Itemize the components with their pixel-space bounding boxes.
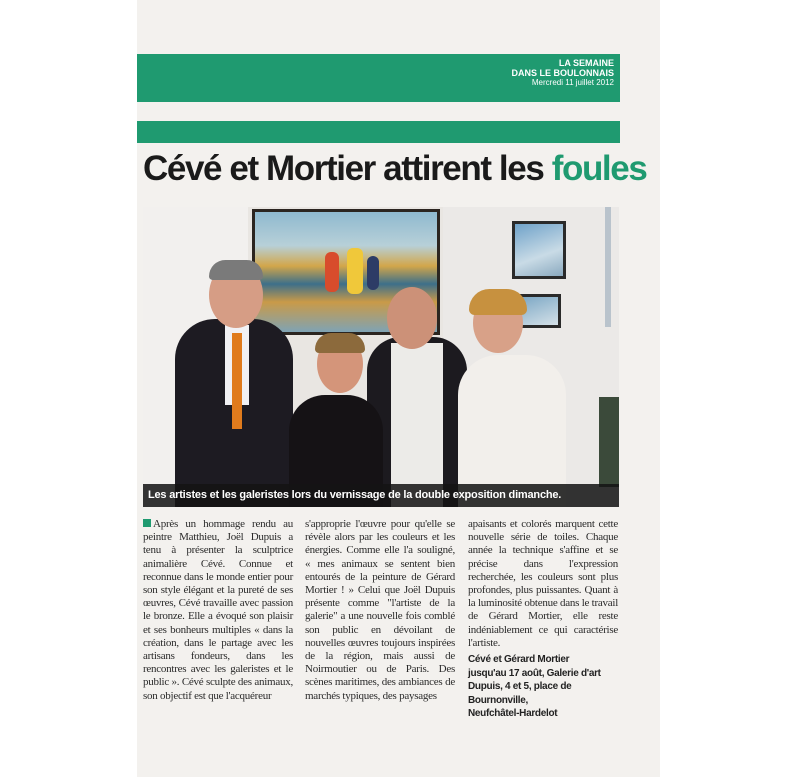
painting-figure (347, 248, 363, 294)
column-3-text: apaisants et colorés marquent cette nouvelle série de toiles. Chaque année la technique s'affine et se précise dans l'expression recherchée, les couleurs sont plus profondes, plus puissantes. Quant à la luminosité obtenue dans le travail de Gérard Mortier, elle reste indéniablement ce qui caractérise l'artiste. (468, 518, 618, 649)
masthead-subtitle: DANS LE BOULONNAIS (511, 68, 614, 78)
edge-painting (599, 397, 619, 487)
info-line: Cévé et Gérard Mortier (468, 654, 570, 666)
person-head (387, 287, 437, 349)
orange-tie (232, 333, 242, 429)
column-2-text: s'approprie l'œuvre pour qu'elle se révèle alors par les couleurs et les énergies. Comme elle l'a souligné, « mes animaux se sentent bien entourés de la peinture de Gérard Mortier ! » Celui que Joël Dupuis présente comme "l'artiste de la galerie" a une nouvelle fois comblé son public en dévoilant de nouvelles œuvres toujours inspirées de la région, mais aussi de Noirmoutier ou de Paris. Des scènes maritimes, des ambiances de marchés typiques, des paysages (305, 518, 455, 702)
masthead (480, 58, 614, 88)
headline-main: Cévé et Mortier attirent les (143, 149, 544, 188)
section-band (137, 121, 620, 143)
masthead-title: LA SEMAINE (558, 58, 614, 68)
person-hair (315, 333, 365, 353)
headline-accent: foules (551, 149, 647, 188)
column-1-text: Après un hommage rendu au peintre Matthieu, Joël Dupuis a tenu à présenter la sculptrice animalière Cévé. Connue et reconnue dans le monde entier pour son style élégant et la pureté de ses œuvres, Cévé travaille avec passion le bronze. Elle a évoqué son plaisir et ses bonheurs multiples « dans la création, dans le partage avec les artisans fondeurs, dans les rencontres avec les galeristes et le public ». Cévé sculpte des animaux, son objectif est que l'acquéreur (143, 518, 293, 702)
article-column-3 (468, 518, 618, 721)
photo-caption: Les artistes et les galeristes lors du vernissage de la double exposition dimanche. (143, 484, 619, 507)
article-column-1 (143, 518, 293, 703)
info-line: Dupuis, 4 et 5, place de (468, 681, 572, 693)
small-painting (512, 221, 566, 279)
person-shirt (391, 343, 443, 507)
painting-figure (325, 252, 339, 292)
wall-pillar (605, 207, 611, 327)
article-column-2 (305, 518, 455, 703)
article-photo (143, 207, 619, 507)
article-headline (143, 146, 647, 194)
masthead-date: Mercredi 11 juillet 2012 (531, 78, 614, 87)
info-line: jusqu'au 17 août, Galerie d'art (468, 667, 601, 679)
painting-figure (367, 256, 379, 290)
info-line: Bournonville, (468, 694, 528, 706)
person-hair (209, 260, 263, 280)
info-line: Neufchâtel-Hardelot (468, 708, 558, 720)
paragraph-marker-icon (143, 519, 151, 527)
exhibition-info (468, 653, 618, 721)
person-hair (469, 289, 527, 315)
